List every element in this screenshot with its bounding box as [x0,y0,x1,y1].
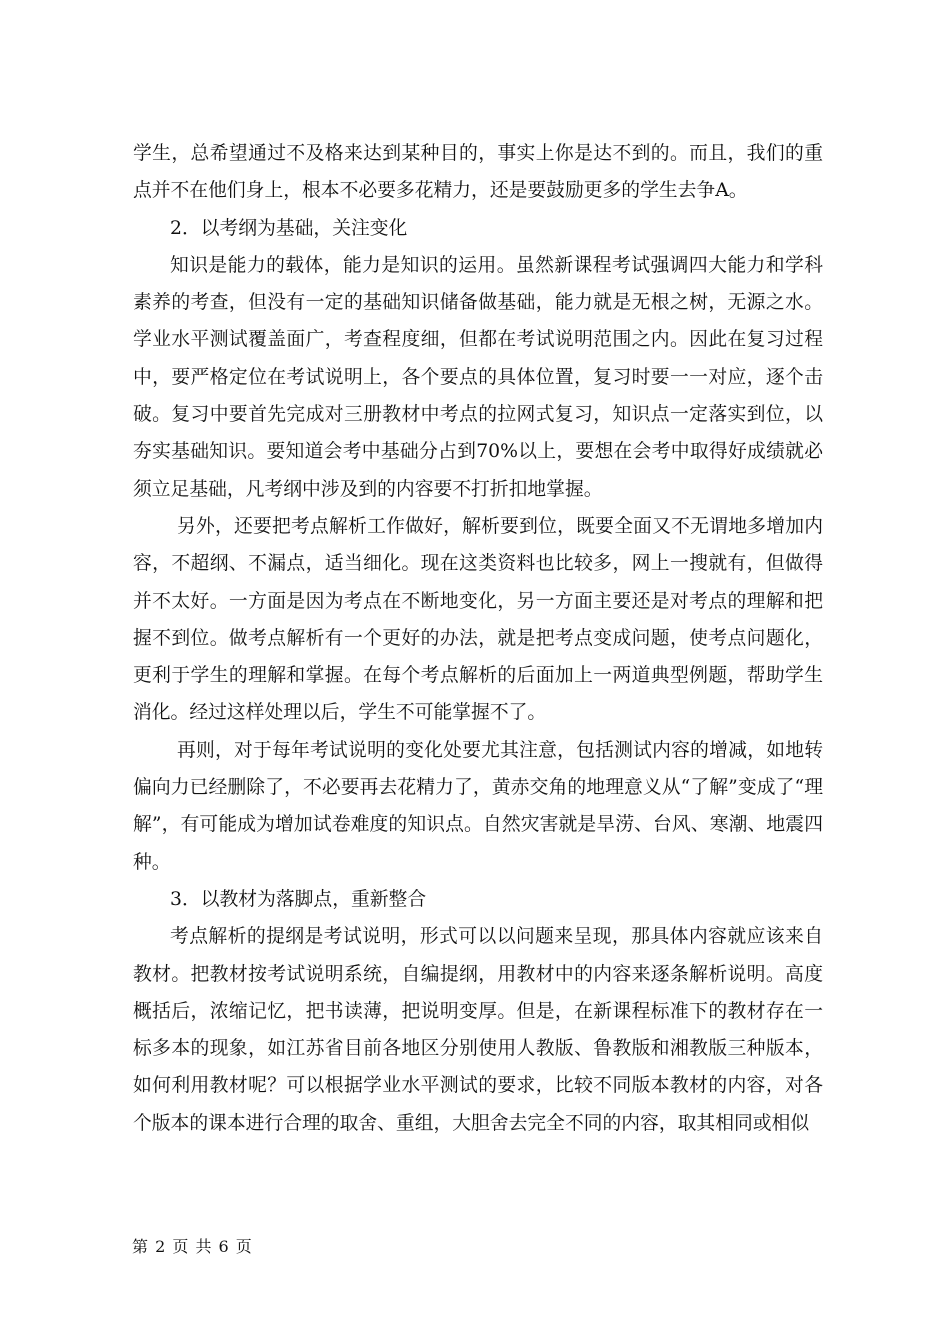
paragraph: 考点解析的提纲是考试说明，形式可以以问题来呈现，那具体内容就应该来自教材。把教材按考试说明系统，自编提纲，用教材中的内容来逐条解析说明。高度概括后，浓缩记忆，把书读薄，把说明变厚。但是，在新课程标准下的教材存在一标多本的现象，如江苏省目前各地区分别使用人教版、鲁教版和湘教版三种版本，如何利用教材呢？可以根据学业水平测试的要求，比较不同版本教材的内容，对各个版本的课本进行合理的取舍、重组，大胆舍去完全不同的内容，取其相同或相似 [133,926,823,1134]
paragraph: 知识是能力的载体，能力是知识的运用。虽然新课程考试强调四大能力和学科素养的考查，但没有一定的基础知识储备做基础，能力就是无根之树，无源之水。学业水平测试覆盖面广，考查程度细，但都在考试说明范围之内。因此在复习过程中，要严格定位在考试说明上，各个要点的具体位置，复习时要一一对应，逐个击破。复习中要首先完成对三册教材中考点的拉网式复习，知识点一定落实到位，以夯实基础知识。要知道会考中基础分占到70%以上，要想在会考中取得好成绩就必须立足基础，凡考纲中涉及到的内容要不打折扣地掌握。 [133,254,823,500]
page-footer: 第 2 页 共 6 页 [132,1237,253,1256]
paragraph: 再则，对于每年考试说明的变化处要尤其注意，包括测试内容的增减，如地转偏向力已经删除了，不必要再去花精力了，黄赤交角的地理意义从“了解”变成了“理解”，有可能成为增加试卷难度的知识点。自然灾害就是旱涝、台风、寒潮、地震四种。 [133,739,823,873]
document-body [133,135,823,1142]
section-heading: 2．以考纲为基础，关注变化 [170,217,408,239]
paragraph: 学生，总希望通过不及格来达到某种目的，事实上你是达不到的。而且，我们的重点并不在他们身上，根本不必要多花精力，还是要鼓励更多的学生去争A。 [133,143,823,202]
section-heading: 3．以教材为落脚点，重新整合 [170,888,427,910]
paragraph: 另外，还要把考点解析工作做好，解析要到位，既要全面又不无谓地多增加内容，不超纲、不漏点，适当细化。现在这类资料也比较多，网上一搜就有，但做得并不太好。一方面是因为考点在不断地变化，另一方面主要还是对考点的理解和把握不到位。做考点解析有一个更好的办法，就是把考点变成问题，使考点问题化，更利于学生的理解和掌握。在每个考点解析的后面加上一两道典型例题，帮助学生消化。经过这样处理以后，学生不可能掌握不了。 [133,515,823,724]
